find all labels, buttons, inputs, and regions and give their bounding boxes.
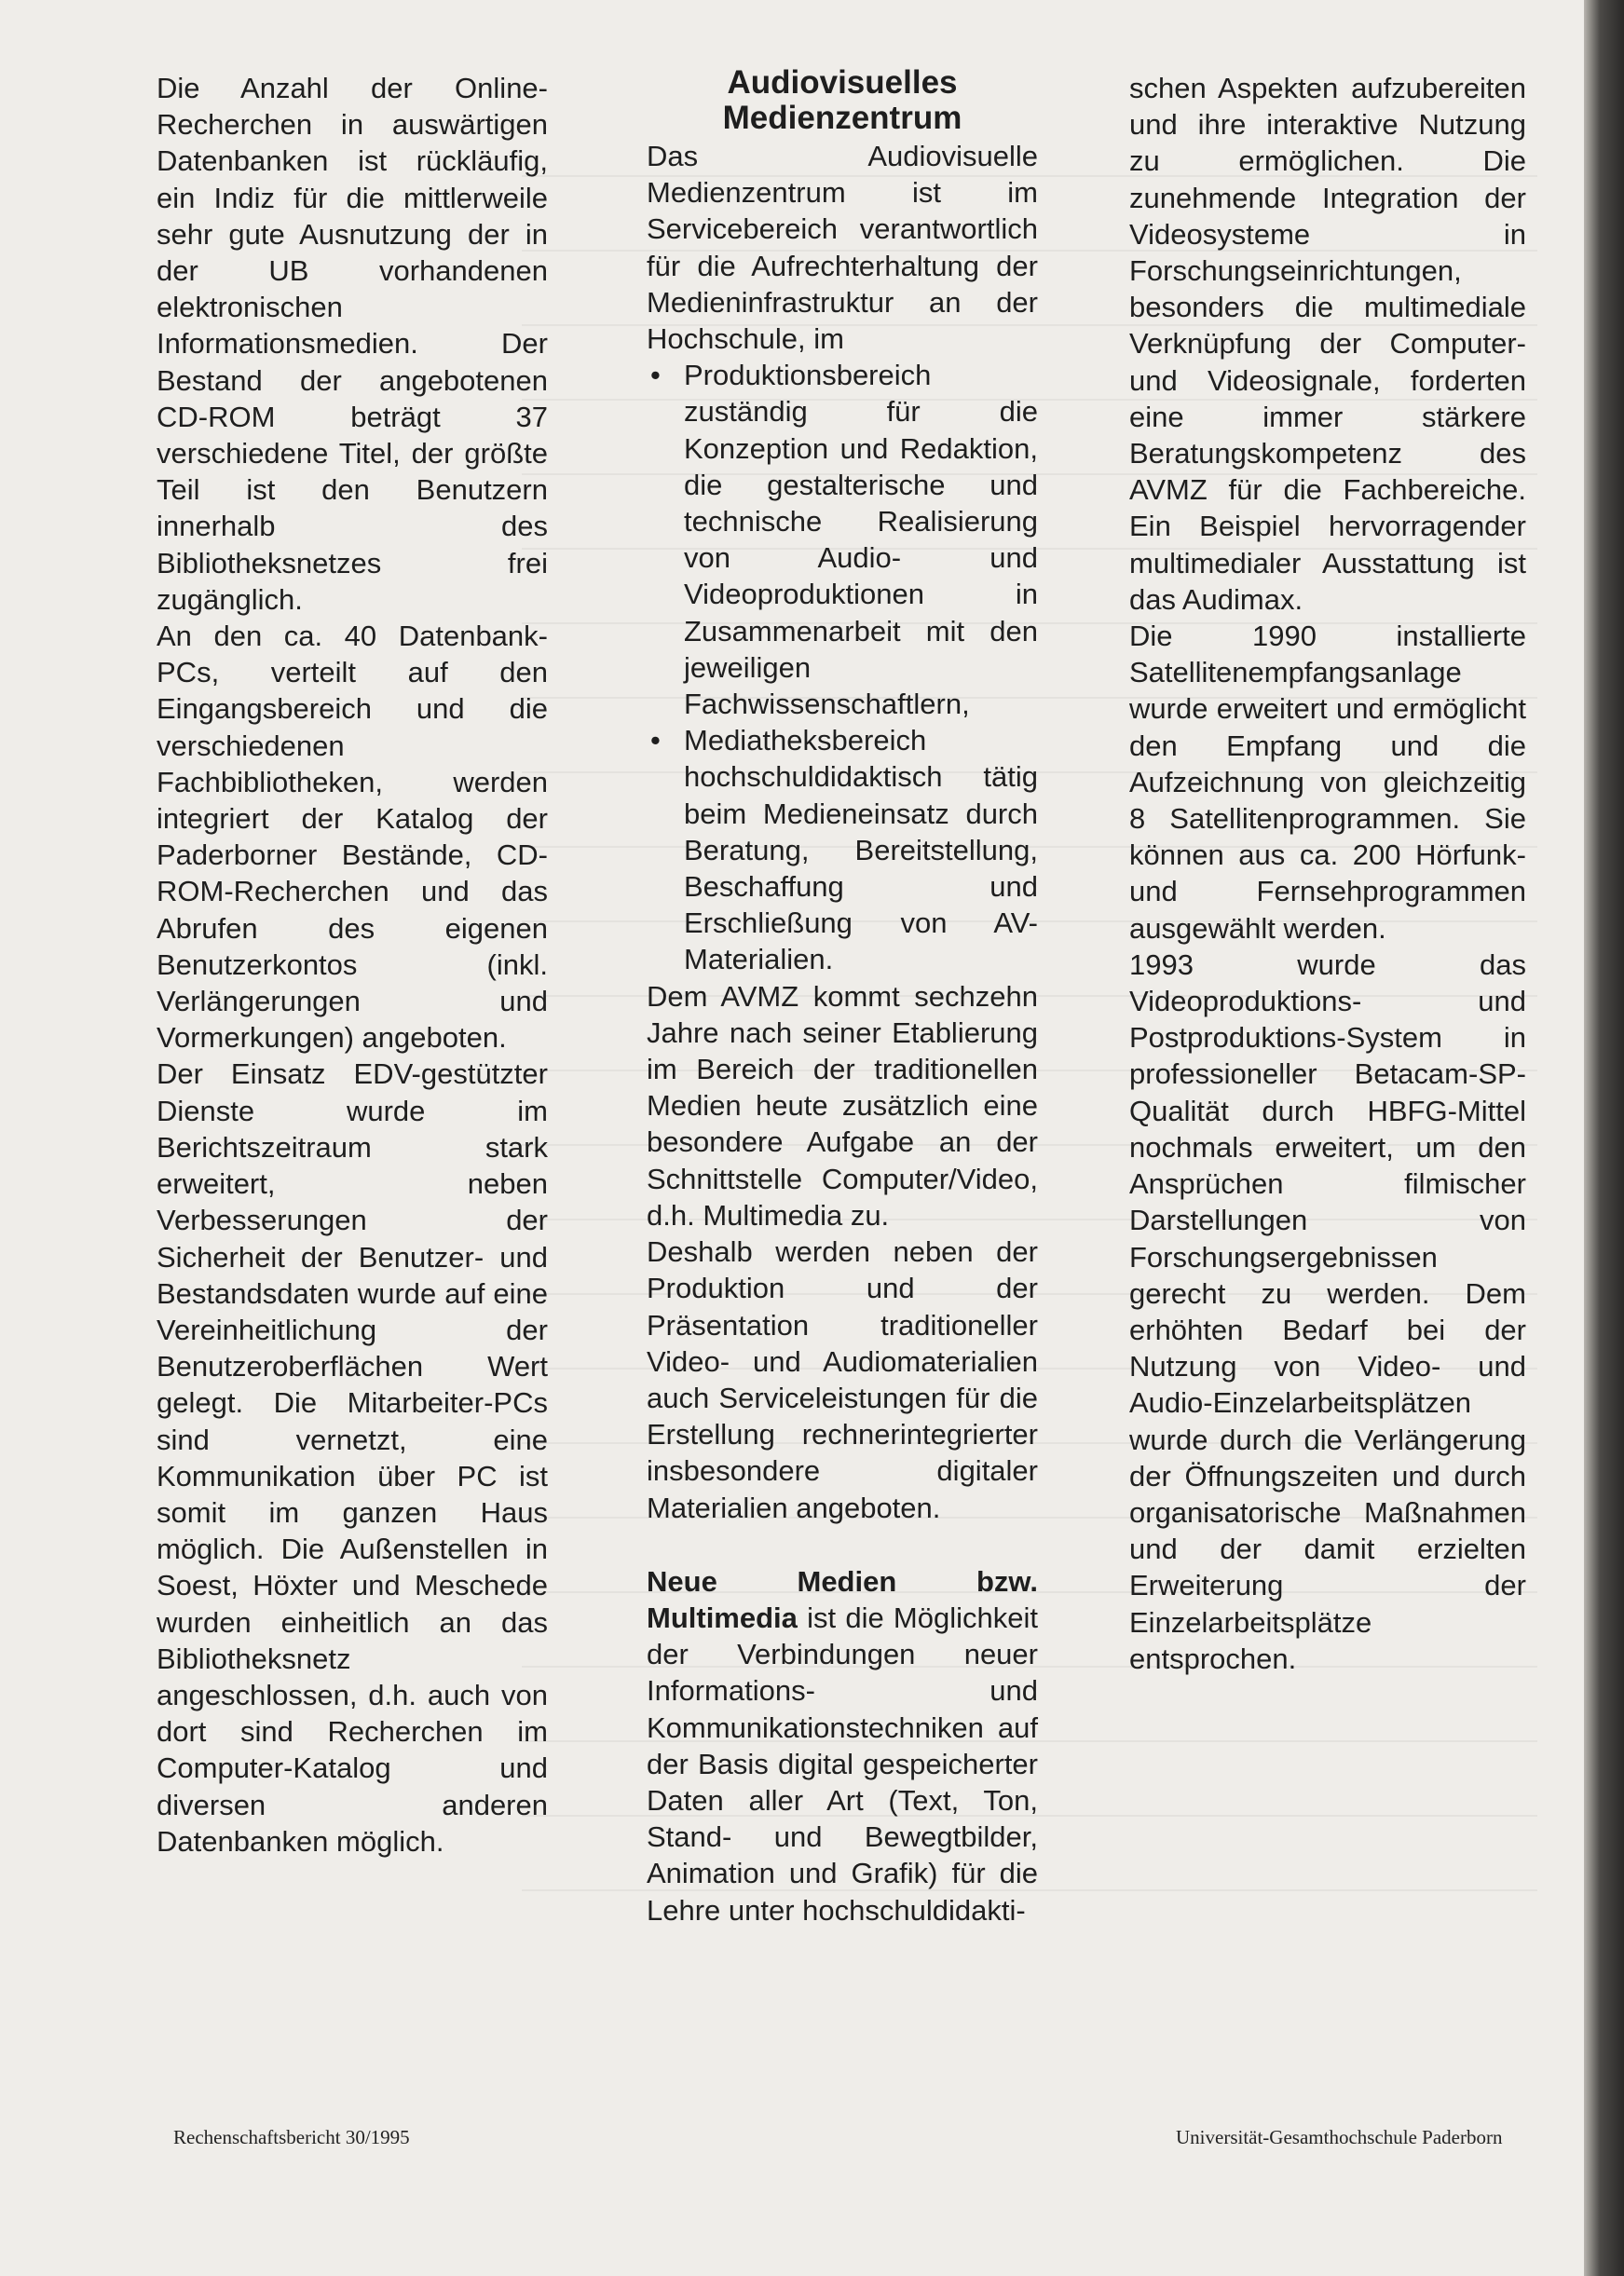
paragraph: Die 1990 installierte Satellitenempfangsanlage wurde erweitert und ermöglicht den Empfang und die Aufzeichnung von gleichzeitig 8 Satellitenprogrammen. Sie können aus ca. 200 Hörfunk- und Fernsehprogrammen ausgewählt werden.: [1129, 620, 1526, 945]
paragraph: 1993 wurde das Videoproduktions- und Postproduktions-System in professioneller Betacam-SP-Qualität durch HBFG-Mittel nochmals erweitert, um den Ansprüchen filmischer Darstellungen von Forschungsergebnissen gerecht zu werden. Dem erhöhten Bedarf bei der Nutzung von Video- und Audio-Einzelarbeitsplätzen wurde durch die Verlängerung der Öffnungszeiten und durch organisatorische Maßnahmen und der damit erzielten Erweiterung der Einzelarbeitsplätze entsprochen.: [1129, 947, 1526, 1675]
paragraph: An den ca. 40 Datenbank-PCs, verteilt auf den Eingangsbereich und die verschiedenen Fachbibliotheken, werden integriert der Katalog der Paderborner Bestände, CD-ROM-Recherchen und das Abrufen des eigenen Benutzerkontos (inkl. Verlängerungen und Vormerkungen) angeboten.: [157, 620, 548, 1055]
list-item: [647, 722, 1038, 977]
paragraph: [647, 1563, 1038, 1928]
list-item-text: Produktionsbereich zuständig für die Konzeption und Redaktion, die gestalterische und technische Realisierung von Audio- und Videoproduktionen in Zusammenarbeit mit den jeweiligen Fachwissenschaftlern,: [684, 359, 1038, 721]
bullet-icon: •: [650, 724, 661, 757]
paragraph: Das Audiovisuelle Medienzentrum ist im Servicebereich verantwortlich für die Aufrechterhaltung der Medieninfrastruktur an der Hochschule, im: [647, 140, 1038, 356]
footer-university: Universität-Gesamthochschule Paderborn: [1176, 2126, 1503, 2148]
list-item-text: Mediatheksbereich hochschuldidaktisch tätig beim Medieneinsatz durch Beratung, Bereitstellung, Beschaffung und Erschließung von AV-Materialien.: [684, 724, 1038, 976]
paragraph-text: ist die Möglichkeit der Verbindungen neuer Informations- und Kommunikationstechniken auf der Basis digital gespeicherter Daten aller Art (Text, Ton, Stand- und Bewegtbilder, Animation und Grafik) für die Lehre unter hochschuldidakti-: [647, 1601, 1038, 1927]
page-binding-edge: [1584, 0, 1624, 2276]
run-in-heading: Neue Medien bzw. Multimedia: [647, 1564, 1038, 1634]
bullet-icon: •: [650, 359, 661, 392]
column-right: [1129, 70, 1526, 1677]
paragraph: Der Einsatz EDV-gestützter Dienste wurde im Berichtszeitraum stark erweitert, neben Verbesserungen der Sicherheit der Benutzer- und Bestandsdaten wurde auf eine Vereinheitlichung der Benutzeroberflächen Wert gelegt. Die Mitarbeiter-PCs sind vernetzt, eine Kommunikation über PC ist somit im ganzen Haus möglich. Die Außenstellen in Soest, Höxter und Meschede wurden einheitlich an das Bibliotheksnetz angeschlossen, d.h. auch von dort sind Recherchen im Computer-Katalog und diversen anderen Datenbanken möglich.: [157, 1057, 548, 1858]
paragraph: Die Anzahl der Online-Recherchen in auswärtigen Datenbanken ist rückläufig, ein Indiz für die mittlerweile sehr gute Ausnutzung der in der UB vorhandenen elektronischen Informationsmedien. Der Bestand der angebotenen CD-ROM beträgt 37 verschiedene Titel, der größte Teil ist den Benutzern innerhalb des Bibliotheksnetzes frei zugänglich.: [157, 72, 548, 616]
bullet-list: [647, 357, 1038, 977]
column-middle: [647, 65, 1038, 1928]
paragraph: Deshalb werden neben der Produktion und der Präsentation traditioneller Video- und Audiomaterialien auch Serviceleistungen für die Erstellung rechnerintegrierter insbesondere digitaler Materialien angeboten.: [647, 1235, 1038, 1524]
spacer: [647, 1526, 1038, 1563]
column-left: [157, 70, 548, 1860]
footer-report-title: Rechenschaftsbericht 30/1995: [173, 2126, 410, 2148]
list-item: [647, 357, 1038, 722]
section-heading: Audiovisuelles Medienzentrum: [722, 64, 962, 136]
paragraph: schen Aspekten aufzubereiten und ihre interaktive Nutzung zu ermöglichen. Die zunehmende Integration der Videosysteme in Forschungseinrichtungen, besonders die multimediale Verknüpfung der Computer- und Videosignale, forderten eine immer stärkere Beratungskompetenz des AVMZ für die Fachbereiche. Ein Beispiel hervorragender multimedialer Ausstattung ist das Audimax.: [1129, 72, 1526, 616]
paragraph: Dem AVMZ kommt sechzehn Jahre nach seiner Etablierung im Bereich der traditionellen Medien heute zusätzlich eine besondere Aufgabe an der Schnittstelle Computer/Video, d.h. Multimedia zu.: [647, 979, 1038, 1232]
